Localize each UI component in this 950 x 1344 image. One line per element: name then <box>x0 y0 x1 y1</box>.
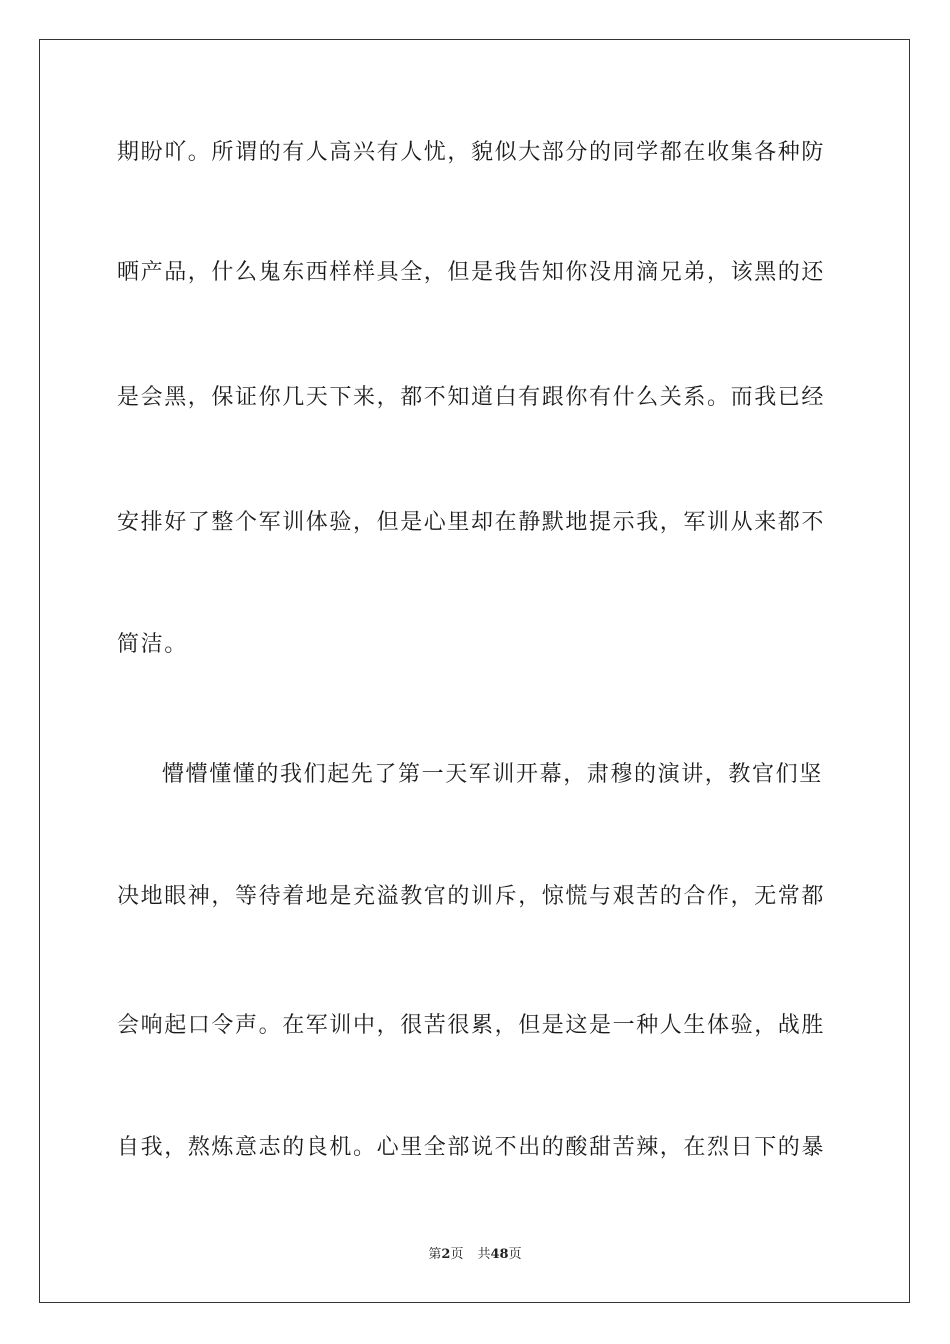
footer-page-suffix: 页 <box>450 1247 464 1262</box>
footer-total-prefix: 共 <box>477 1247 491 1262</box>
text-line-6-paragraph-start: 懵懵懂懂的我们起先了第一天军训开幕，肃穆的演讲，教官们坚 <box>162 762 823 787</box>
text-line-7: 决地眼神，等待着地是充溢教官的训斥，惊慌与艰苦的合作，无常都 <box>117 884 826 909</box>
page-footer <box>0 1246 950 1264</box>
text-line-2: 晒产品，什么鬼东西样样具全，但是我告知你没用滴兄弟，该黑的还 <box>117 260 826 285</box>
footer-total-suffix: 页 <box>508 1247 522 1262</box>
text-line-4: 安排好了整个军训体验，但是心里却在静默地提示我，军训从来都不 <box>117 510 826 535</box>
footer-total-pages: 48 <box>490 1247 509 1262</box>
footer-page-prefix: 第 <box>428 1247 442 1262</box>
page-border <box>39 39 910 1303</box>
text-line-5: 简洁。 <box>117 632 188 657</box>
text-line-1: 期盼吖。所谓的有人高兴有人忧，貌似大部分的同学都在收集各种防 <box>117 140 826 165</box>
text-line-3: 是会黑，保证你几天下来，都不知道白有跟你有什么关系。而我已经 <box>117 385 826 410</box>
text-line-9: 自我，熬炼意志的良机。心里全部说不出的酸甜苦辣，在烈日下的暴 <box>117 1135 826 1160</box>
text-line-8: 会响起口令声。在军训中，很苦很累，但是这是一种人生体验，战胜 <box>117 1013 826 1038</box>
footer-page-number: 2 <box>441 1247 451 1262</box>
